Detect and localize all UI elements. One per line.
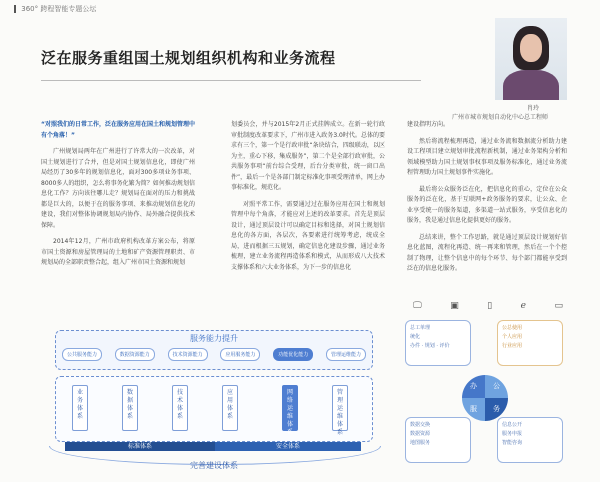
ring-box: 数据交换 数据资源 地图服务 bbox=[405, 417, 471, 463]
capability-pill: 数据资源能力 bbox=[115, 348, 155, 361]
column-3 bbox=[407, 120, 567, 281]
foundation-label: 完善建设体系 bbox=[190, 461, 238, 470]
paragraph: 总结来讲，整个工作思路，就是通过顶层设计规划好信息化蓝图，流程化再造、统一再来和管理，然后在一个个控制了物理，让整个信息中的每个环节、每个部门都能享受到泛在的信息化服务。 bbox=[407, 233, 567, 272]
device-icons bbox=[413, 301, 563, 311]
system-box: 数据体系 bbox=[122, 385, 138, 431]
paragraph: 2014年12月，广州市政府机构改革方案公布，将原市国土资源和房屋管理局的土地和矿产资源管理职责、市规划局的全部职责整合起，组入广州市国土资源和规划 bbox=[41, 238, 195, 266]
page-header bbox=[14, 4, 96, 14]
hub-circle bbox=[462, 375, 508, 421]
capability-panel bbox=[55, 330, 373, 370]
page-number: 360° bbox=[21, 5, 39, 13]
lead-quote: “对照我们的日常工作，泛在服务应用在国土和规划管理中有个角落！” bbox=[41, 121, 195, 139]
standards-label: 标准体系 bbox=[65, 442, 215, 451]
capability-pill: 功能优化能力 bbox=[273, 348, 313, 361]
paragraph: 划委员会，并与2015年2月正式挂牌成立。在新一轮行政审批制度改革要求下，广州市进入政务3.0时代。总体的要求有三个，第一个是行政审批“条块结合，四级联动，以区为主，重心下移，集成服务”，第二个是全部行政审批，公共服务事项“前台综合受理，后台分类审批，统一窗口出件”，最后一个是各部门制定标准化事项受理清单，网上办事标准化，规范化。 bbox=[231, 121, 385, 191]
ring-box: 公总使用 个人应用 行业应用 bbox=[497, 320, 563, 366]
hub-quadrant: 服 bbox=[462, 398, 485, 421]
paragraph: 然后将流程梳理再造，通过业务流和数据流分析助力建设工程项目建立规划审批流程新机制，通过业务架构分析和领域模型助力国土规划事权事项及服务标准化，通过业务流程管理助力国土规划事件实施化。 bbox=[407, 137, 567, 176]
capability-panel-label: 服务能力提升 bbox=[190, 334, 238, 343]
system-box: 应用体系 bbox=[222, 385, 238, 431]
paragraph: 对照平常工作，需要通过过在服务应用在国土和规划管理中每个角落，才能应对上述的改革要求。首先是顶层设计，通过顶层设计可以确定目标和选择，对国土规划信息化的各方面，各层次，各要素进行统筹考虑，统成全局，进而根据三五规划，确定信息化建设步骤，通过业务梳理，建立业务流程再造体系和模式，从而形成八大技术支撑体系和六大业务体系，为下一步的信息化 bbox=[231, 200, 385, 271]
paragraph: 建设指明方向。 bbox=[407, 121, 450, 128]
paragraph: 广州规划局两年在广州进行了许常大的一次改革，对国土规划进行了合并，但是对国土规划信息化，即使广州局经历了30多年的规划信息化，面对300多项业务事项、8000多人的组织，怎么将事务化繁为简？如何推动规划信息化工作？方向该往哪儿走？规划局在面对的压力和挑战都是巨大的，以便于在的服务事项、来推动规划信息化的建设，我们对整体协调规划局内协作、局外融合提供技术保障。 bbox=[41, 148, 195, 229]
desktop-icon: 🖵 bbox=[413, 301, 422, 311]
ring-box: 总工单理 统化 办件 · 规划 · 评价 bbox=[405, 320, 471, 366]
capability-pill: 管理运维能力 bbox=[326, 348, 366, 361]
hub-quadrant: 公 bbox=[485, 375, 508, 398]
architecture-diagram bbox=[41, 318, 387, 468]
hub-quadrant: 办 bbox=[462, 375, 485, 398]
author-photo bbox=[495, 18, 567, 100]
column-2 bbox=[231, 120, 385, 279]
service-ring-diagram bbox=[405, 320, 565, 475]
systems-panel bbox=[55, 376, 373, 442]
tablet-icon: ▭ bbox=[554, 301, 563, 311]
capability-pill: 应用服务能力 bbox=[220, 348, 260, 361]
standards-bar bbox=[65, 442, 361, 451]
paragraph: 最后将公众服务泛在化，把信息化的重心，定位在公众服务的泛在化，基于互联网+政务服务的要求，让公众、企业享受统一的服务渠道，多渠道一站式服务，享受信息化的服务，我是通过信息化提供更好的服务。 bbox=[407, 185, 567, 224]
column-1 bbox=[41, 120, 195, 275]
ring-box: 信息公开 服务申报 智能咨询 bbox=[497, 417, 563, 463]
section-name: 跨程智能专题公坛 bbox=[40, 5, 97, 13]
system-box: 网络运维体系 bbox=[282, 385, 298, 431]
article-title: 泛在服务重组国土规划组织机构和业务流程 bbox=[41, 49, 336, 67]
system-box: 业务体系 bbox=[72, 385, 88, 431]
hub-quadrant: 务 bbox=[485, 398, 508, 421]
author-name: 肖玲 bbox=[527, 105, 540, 112]
author-org: 广州市城市规划自动化中心总工程师 bbox=[452, 114, 549, 121]
edge-icon: ℯ bbox=[520, 301, 526, 311]
security-label: 安全体系 bbox=[215, 442, 361, 451]
capability-pill: 技术资源能力 bbox=[168, 348, 208, 361]
system-box: 技术体系 bbox=[172, 385, 188, 431]
browser-icon: ▣ bbox=[450, 301, 459, 311]
title-divider bbox=[41, 80, 421, 81]
system-box: 管理运维体系 bbox=[332, 385, 348, 431]
header-bar bbox=[14, 5, 16, 13]
phone-icon: ▯ bbox=[487, 301, 493, 311]
capability-pill: 公共服务能力 bbox=[62, 348, 102, 361]
